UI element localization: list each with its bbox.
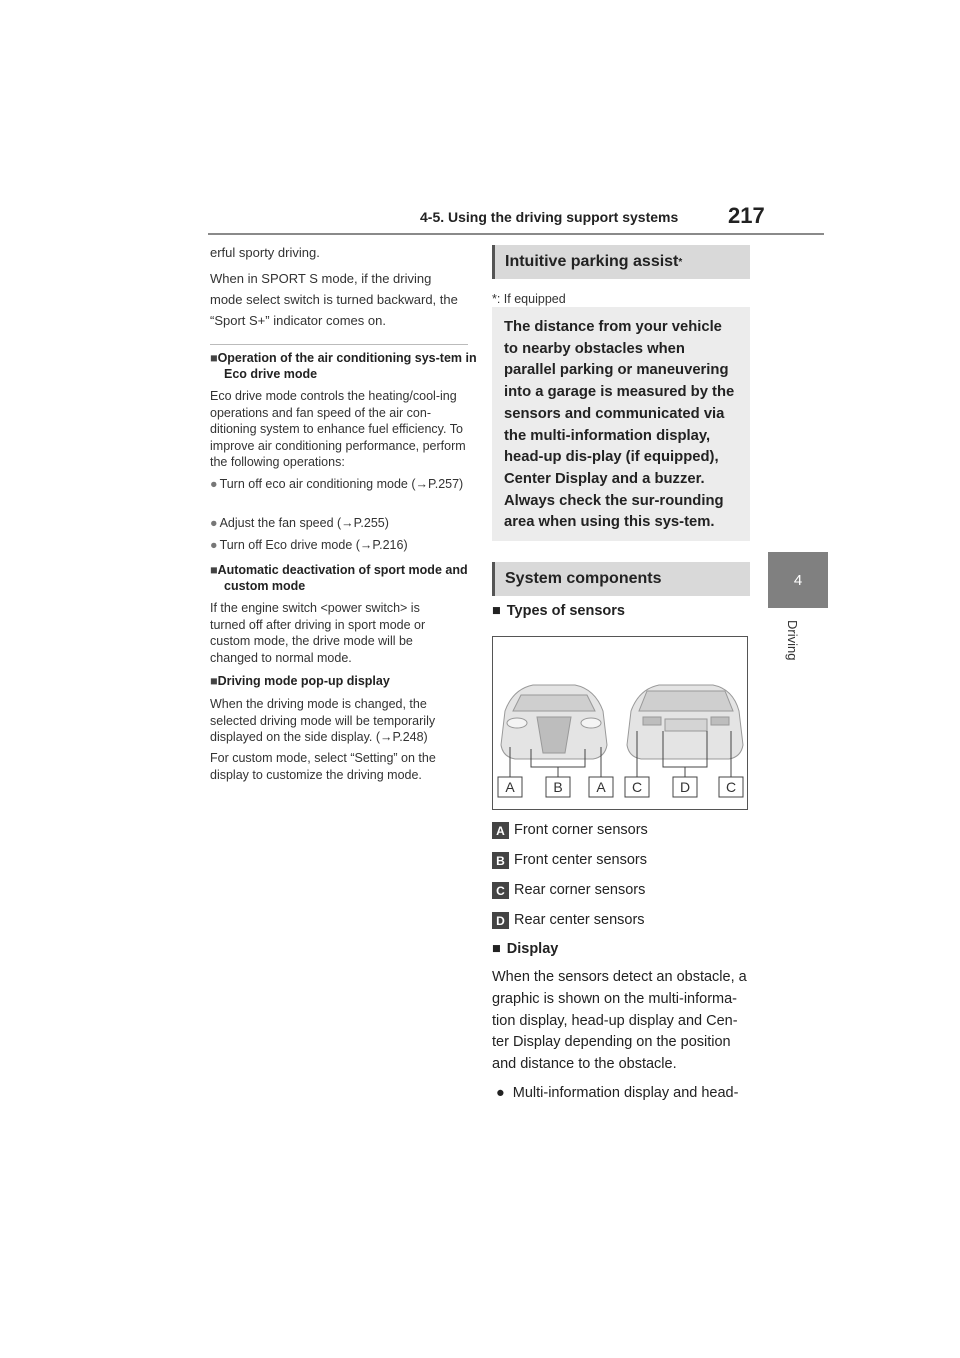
subsection-heading: ■Operation of the air conditioning sys-tem in Eco drive mode (210, 351, 477, 381)
column-divider (210, 344, 468, 345)
sport-s-text: When in SPORT S mode, if the driving mode select switch is turned backward, the “Sport S+” indicator comes on. (210, 271, 458, 328)
popup-body: When the driving mode is changed, the selected driving mode will be temporarily displayed on the side display. (→P.248) (210, 697, 436, 744)
sensor-diagram (492, 636, 748, 810)
subsection-heading: ■Automatic deactivation of sport mode and custom mode (210, 563, 468, 593)
display-heading: ■ Display (492, 941, 559, 957)
chapter-label: Driving (785, 620, 800, 661)
types-heading: ■ Types of sensors (492, 603, 625, 619)
chapter-number: 4 (793, 571, 803, 589)
section-heading-parking-assist: Intuitive parking assist * (492, 245, 750, 279)
sensor-letter-a: A (492, 822, 509, 839)
sensor-label: Front center sensors (514, 852, 647, 868)
list-item: ● Turn off eco air conditioning mode (→P.257) (210, 477, 464, 491)
car-illustration (493, 637, 747, 809)
diagram-label: A (505, 779, 515, 795)
diagram-label: B (553, 779, 563, 795)
subsection-heading: ■Driving mode pop-up display (210, 674, 390, 688)
display-body: When the sensors detect an obstacle, a graphic is shown on the multi-informa-tion display, head-up display and Cen-ter Display depending on the position and distance to the obstacle. (492, 969, 747, 1073)
intro-box: The distance from your vehicle to nearby obstacles when parallel parking or maneuvering into a garage is measured by the sensors and communicated via the multi-information display, head-up dis-play (if equipped), Center Display and a buzzer. Always check the sur-rounding area when using this sys-tem. (492, 307, 750, 541)
sensor-label: Front corner sensors (514, 822, 648, 838)
list-item: ● Adjust the fan speed (→P.255) (210, 516, 389, 530)
sensor-label: Rear center sensors (514, 912, 645, 928)
diagram-label: A (596, 779, 606, 795)
section-heading-components: System components (492, 562, 750, 596)
footnote: *: If equipped (492, 292, 566, 306)
eco-ac-body: Eco drive mode controls the heating/cool-ing operations and fan speed of the air con-ditioning system to enhance fuel efficiency. To improve air conditioning performance, perform the following operations: (210, 389, 466, 469)
sensor-letter-d: D (492, 912, 509, 929)
bullet-icon: ● (496, 1085, 505, 1101)
list-item: ● Multi-information display and head- (496, 1085, 739, 1101)
chapter-tab (768, 552, 828, 608)
front-view-car (501, 685, 607, 759)
bullet-icon: ● (210, 538, 218, 552)
sensor-letter-c: C (492, 882, 509, 899)
square-bullet-icon: ■ (210, 563, 218, 577)
diagram-label: C (725, 779, 737, 795)
diagram-label: D (679, 779, 691, 795)
diagram-label: C (631, 779, 643, 795)
list-item: ● Turn off Eco drive mode (→P.216) (210, 538, 408, 552)
sensor-label: Rear corner sensors (514, 882, 646, 898)
bullet-icon: ● (210, 516, 218, 530)
sensor-letter-b: B (492, 852, 509, 869)
section-title: 4-5. Using the driving support systems (420, 209, 679, 225)
header-divider (208, 233, 824, 235)
popup-body-2: For custom mode, select “Setting” on the display to customize the driving mode. (210, 751, 436, 782)
asterisk-mark: * (678, 256, 683, 268)
square-bullet-icon: ■ (210, 674, 218, 688)
deactivation-body: If the engine switch <power switch> is turned off after driving in sport mode or custom mode, the drive mode will be changed to normal mode. (210, 601, 426, 665)
square-bullet-icon: ■ (210, 351, 218, 365)
continuation-text: erful sporty driving. (210, 245, 320, 260)
bullet-icon: ● (210, 477, 218, 491)
square-bullet-icon: ■ (492, 941, 501, 957)
page-number: 217 (728, 203, 765, 228)
rear-view-car (627, 685, 743, 759)
square-bullet-icon: ■ (492, 603, 501, 619)
